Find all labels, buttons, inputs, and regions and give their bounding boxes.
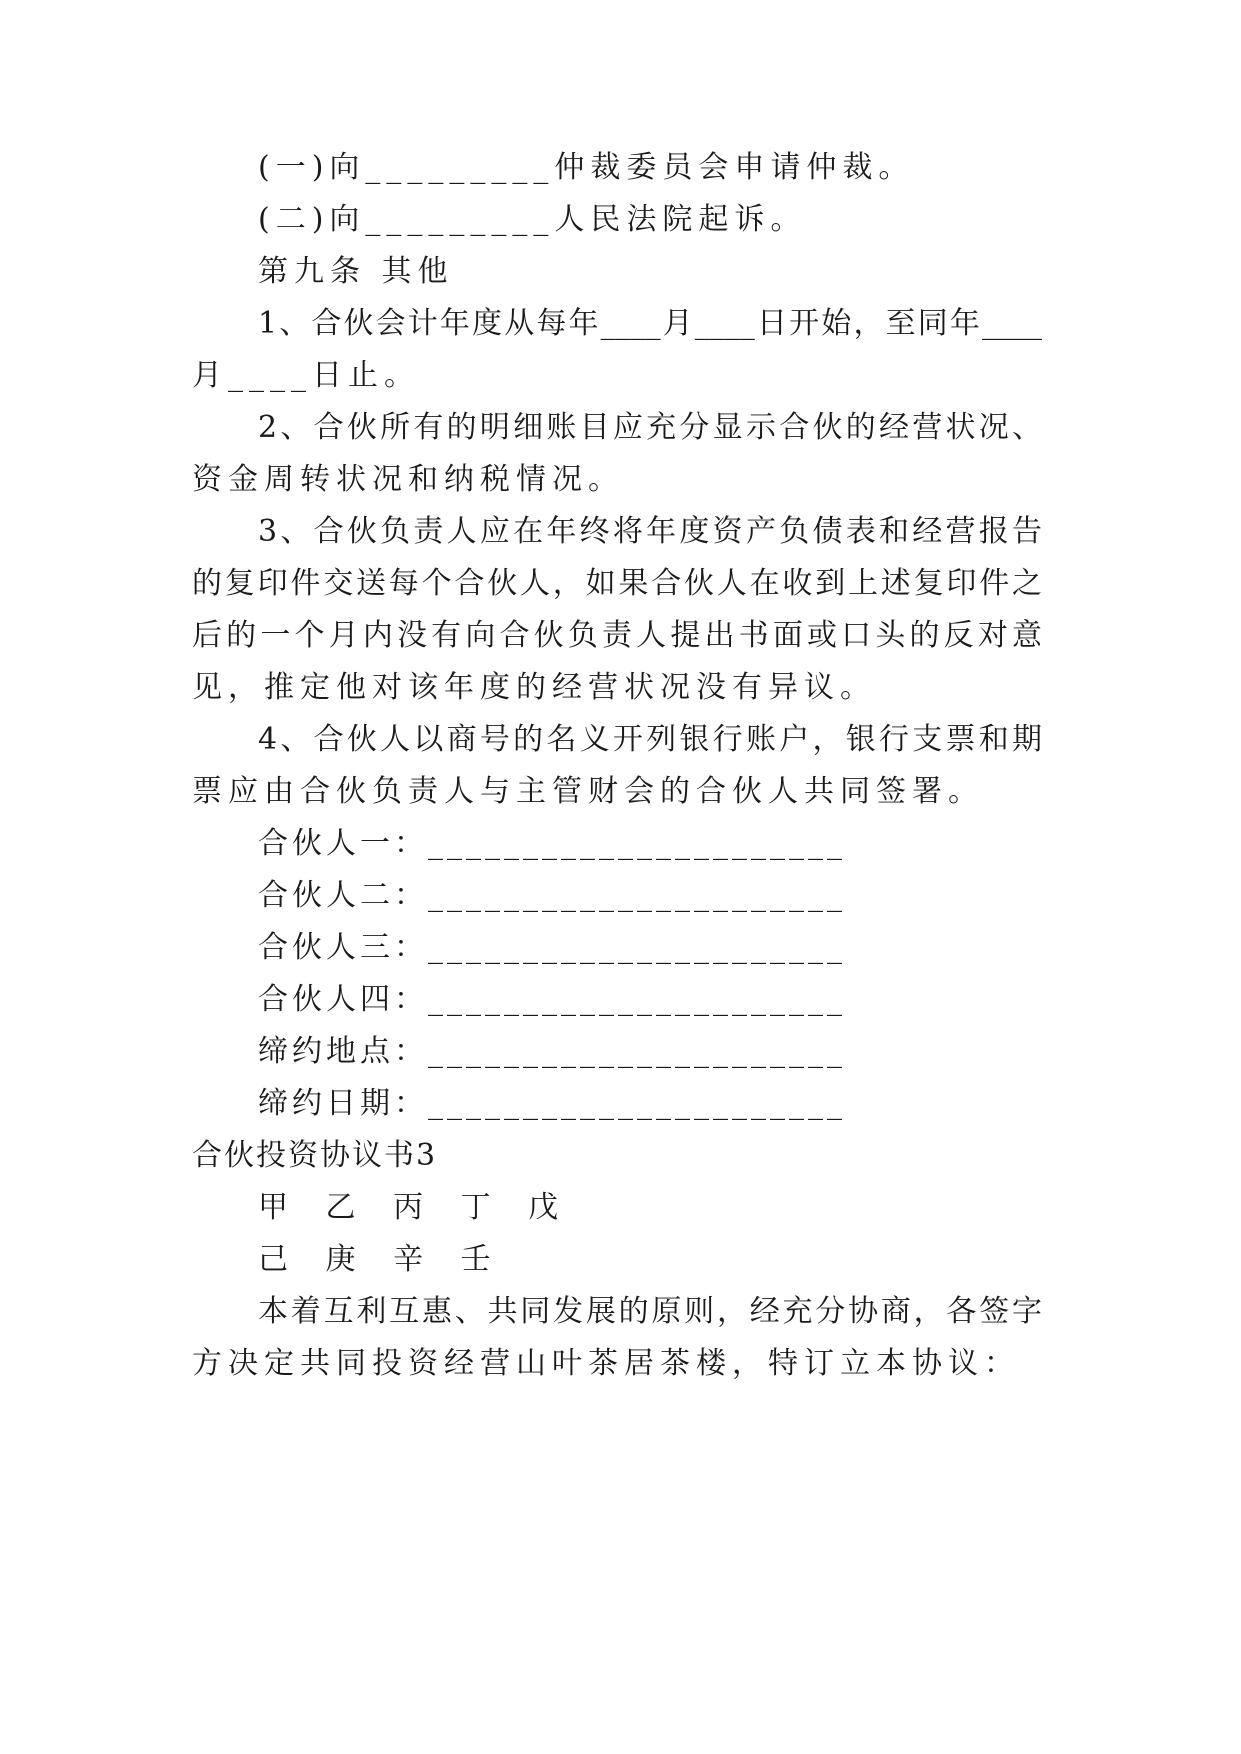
clause-3-line-1: 3、合伙负责人应在年终将年度资产负债表和经营报告 <box>258 514 1042 549</box>
signature-partner-4: 合伙人四：______________________ <box>258 982 846 1017</box>
signing-place: 缔约地点：______________________ <box>258 1034 846 1069</box>
clause-4-line-2: 票应由合伙负责人与主管财会的合伙人共同签署。 <box>192 774 984 809</box>
clause-2-line-2: 资金周转状况和纳税情况。 <box>192 462 624 497</box>
agreement-3-title: 合伙投资协议书3 <box>192 1138 438 1173</box>
signature-partner-3: 合伙人三：______________________ <box>258 930 846 965</box>
clause-3-line-3: 后的一个月内没有向合伙负责人提出书面或口头的反对意 <box>192 618 1042 653</box>
clause-4-line-1: 4、合伙人以商号的名义开列银行账户，银行支票和期 <box>258 722 1042 757</box>
preamble-line-1: 本着互利互惠、共同发展的原则，经充分协商，各签字 <box>258 1294 1042 1329</box>
clause-3-line-4: 见，推定他对该年度的经营状况没有异议。 <box>192 670 876 705</box>
clause-3-line-2: 的复印件交送每个合伙人，如果合伙人在收到上述复印件之 <box>192 566 1042 601</box>
article-nine-heading: 第九条 其他 <box>258 254 454 289</box>
preamble-line-2: 方决定共同投资经营山叶茶居茶楼，特订立本协议： <box>192 1346 1020 1381</box>
parties-line-1: 甲 乙 丙 丁 戊 <box>258 1190 573 1225</box>
litigation-option-2: (二)向_________人民法院起诉。 <box>258 202 807 237</box>
arbitration-option-1: (一)向_________仲裁委员会申请仲裁。 <box>258 150 915 185</box>
clause-1-line-2: 月____日止。 <box>192 358 420 393</box>
signature-partner-1: 合伙人一：______________________ <box>258 826 846 861</box>
parties-line-2: 己 庚 辛 壬 <box>258 1242 505 1277</box>
signature-partner-2: 合伙人二：______________________ <box>258 878 846 913</box>
signing-date: 缔约日期：______________________ <box>258 1086 846 1121</box>
clause-1-line-1: 1、合伙会计年度从每年____月____日开始，至同年____ <box>258 306 1042 341</box>
clause-2-line-1: 2、合伙所有的明细账目应充分显示合伙的经营状况、 <box>258 410 1042 445</box>
